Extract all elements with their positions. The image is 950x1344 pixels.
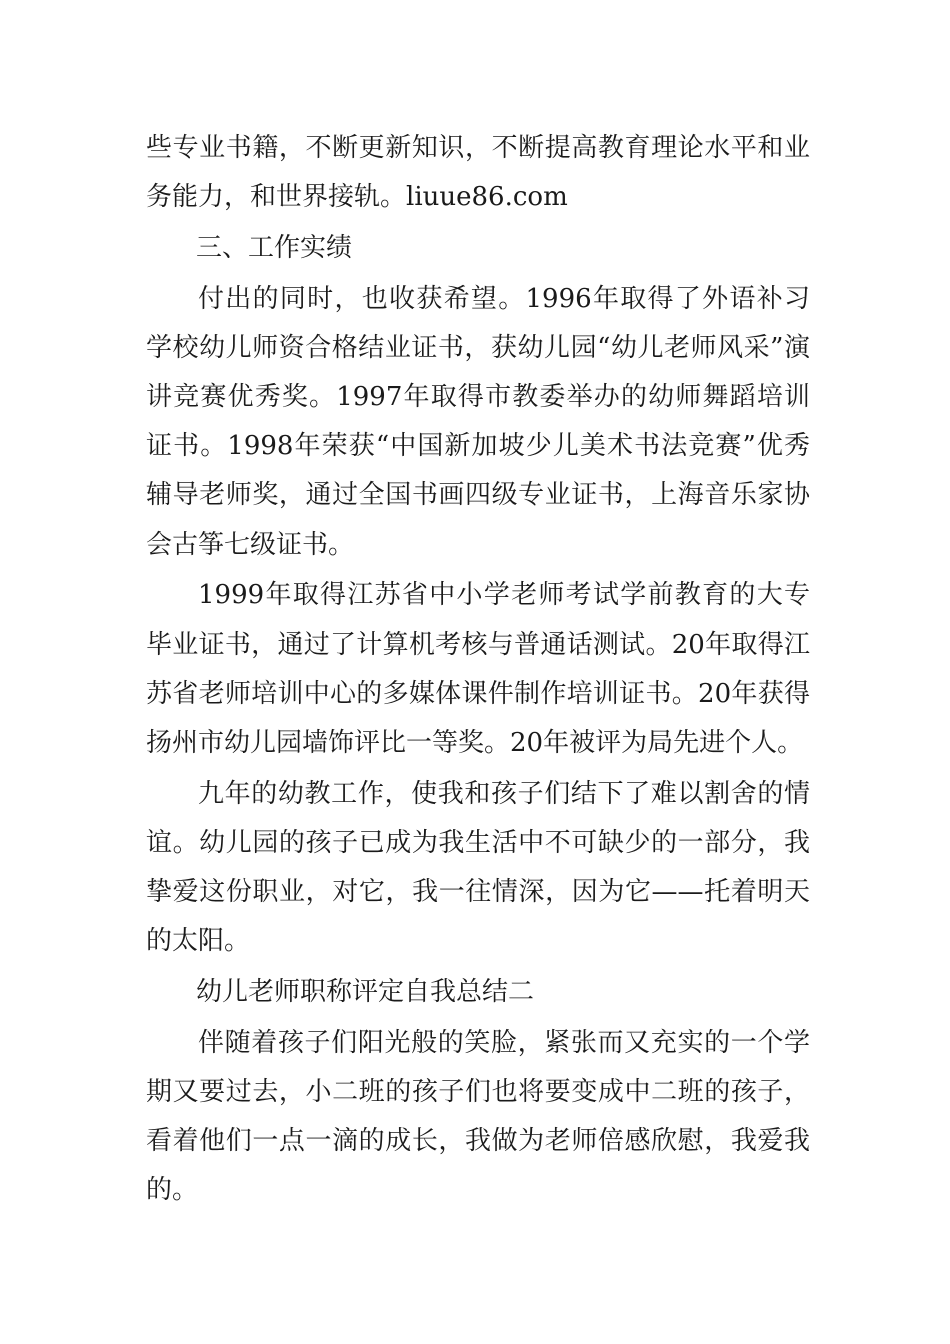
document-body <box>146 124 810 1217</box>
paragraph-nine-years: 九年的幼教工作，使我和孩子们结下了难以割舍的情谊。幼儿园的孩子已成为我生活中不可缺少的一部分，我挚爱这份职业，对它，我一往情深，因为它——托着明天的太阳。 <box>146 778 810 957</box>
paragraph-continuation: 些专业书籍，不断更新知识，不断提高教育理论水平和业务能力，和世界接轨。liuue86.com <box>146 133 810 213</box>
section-heading-work-achievements: 三、工作实绩 <box>196 232 353 263</box>
paragraph-achievements-1999: 1999年取得江苏省中小学老师考试学前教育的大专毕业证书，通过了计算机考核与普通话测试。20年取得江苏省老师培训中心的多媒体课件制作培训证书。20年获得扬州市幼儿园墙饰评比一等奖。20年被评为局先进个人。 <box>146 580 810 758</box>
paragraph-semester: 伴随着孩子们阳光般的笑脸，紧张而又充实的一个学期又要过去，小二班的孩子们也将要变成中二班的孩子，看着他们一点一滴的成长，我做为老师倍感欣慰，我爱我的。 <box>146 1027 810 1206</box>
section-heading-summary-two: 幼儿老师职称评定自我总结二 <box>196 976 535 1007</box>
paragraph-achievements-1996-1998: 付出的同时，也收获希望。1996年取得了外语补习学校幼儿师资合格结业证书，获幼儿园“幼儿老师风采”演讲竞赛优秀奖。1997年取得市教委举办的幼师舞蹈培训证书。1998年荣获“中国新加坡少儿美术书法竞赛”优秀辅导老师奖，通过全国书画四级专业证书，上海音乐家协会古筝七级证书。 <box>146 283 810 560</box>
